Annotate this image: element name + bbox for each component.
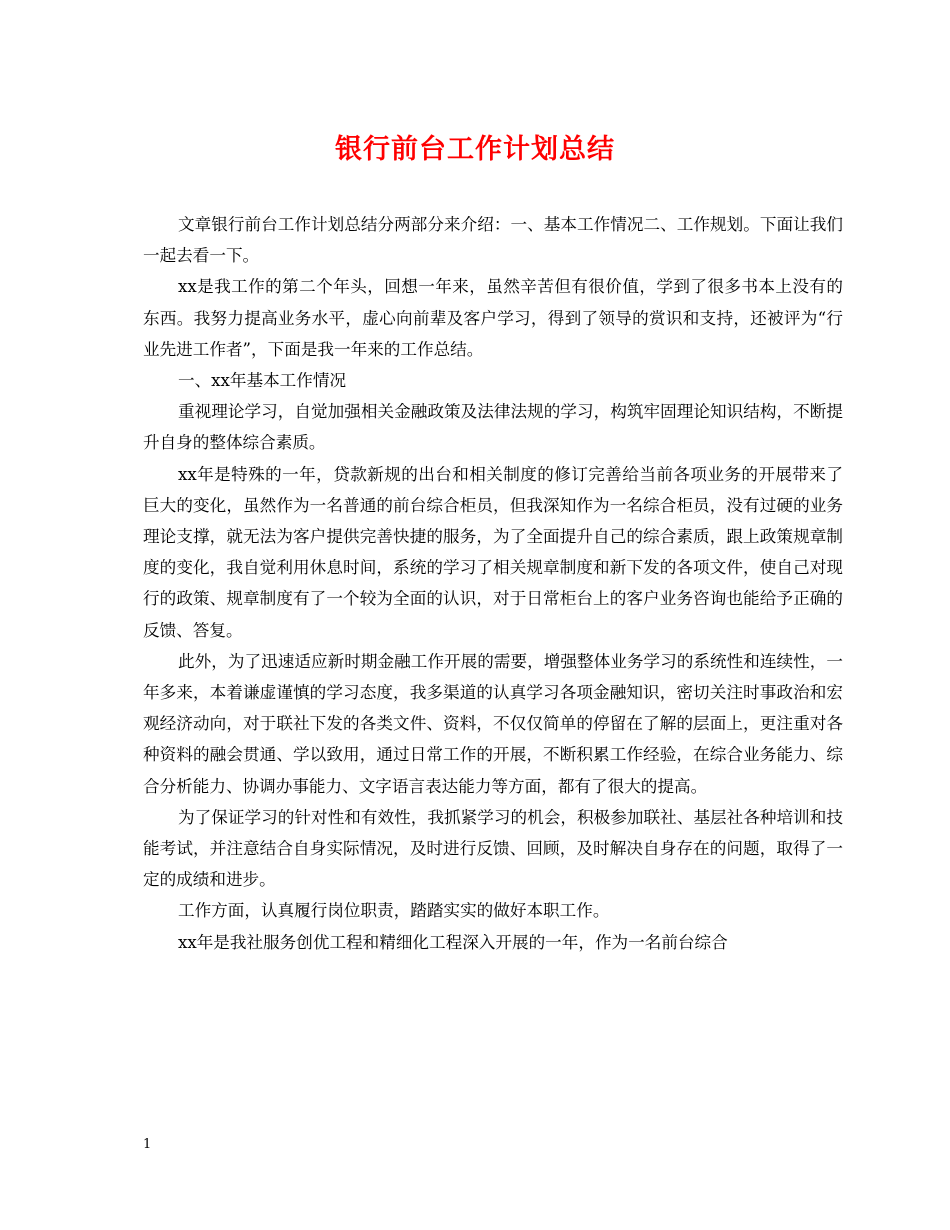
paragraph-training: 为了保证学习的针对性和有效性，我抓紧学习的机会，积极参加联社、基层社各种培训和技能考试，并注意结合自身实际情况，及时进行反馈、回顾，及时解决自身存在的问题，取得了一定的成绩和进步。: [143, 807, 843, 890]
paragraph-intro: 文章银行前台工作计划总结分两部分来介绍：一、基本工作情况二、工作规划。下面让我们一起去看一下。: [143, 215, 843, 266]
document-body: [143, 209, 843, 958]
paragraph-overview: xx是我工作的第二个年头，回想一年来，虽然辛苦但有很价值，学到了很多书本上没有的东西。我努力提高业务水平，虚心向前辈及客户学习，得到了领导的赏识和支持，还被评为“行业先进工作者”，下面是我一年来的工作总结。: [143, 277, 843, 359]
paragraph-regulations: xx年是特殊的一年，贷款新规的出台和相关制度的修订完善给当前各项业务的开展带来了巨大的变化，虽然作为一名普通的前台综合柜员，但我深知作为一名综合柜员，没有过硬的业务理论支撑，就无法为客户提供完善快捷的服务，为了全面提升自己的综合素质，跟上政策规章制度的变化，我自觉利用休息时间，系统的学习了相关规章制度和新下发的各项文件，使自己对现行的政策、规章制度有了一个较为全面的认识，对于日常柜台上的客户业务咨询也能给予正确的反馈、答复。: [143, 464, 843, 640]
section-heading: 一、xx年基本工作情况: [178, 371, 347, 391]
page-number: 1: [143, 1137, 152, 1152]
document-title: 银行前台工作计划总结: [335, 134, 615, 165]
paragraph-service: xx年是我社服务创优工程和精细化工程深入开展的一年，作为一名前台综合: [178, 932, 728, 952]
paragraph-learning: 此外，为了迅速适应新时期金融工作开展的需要，增强整体业务学习的系统性和连续性，一年多来，本着谦虚谨慎的学习态度，我多渠道的认真学习各项金融知识，密切关注时事政治和宏观经济动向，对于联社下发的各类文件、资料，不仅仅简单的停留在了解的层面上，更注重对各种资料的融会贯通、学以致用，通过日常工作的开展，不断积累工作经验，在综合业务能力、综合分析能力、协调办事能力、文字语言表达能力等方面，都有了很大的提高。: [143, 651, 843, 796]
paragraph-theory-study: 重视理论学习，自觉加强相关金融政策及法律法规的学习，构筑牢固理论知识结构，不断提升自身的整体综合素质。: [143, 402, 843, 453]
paragraph-work: 工作方面，认真履行岗位职责，踏踏实实的做好本职工作。: [178, 901, 610, 921]
